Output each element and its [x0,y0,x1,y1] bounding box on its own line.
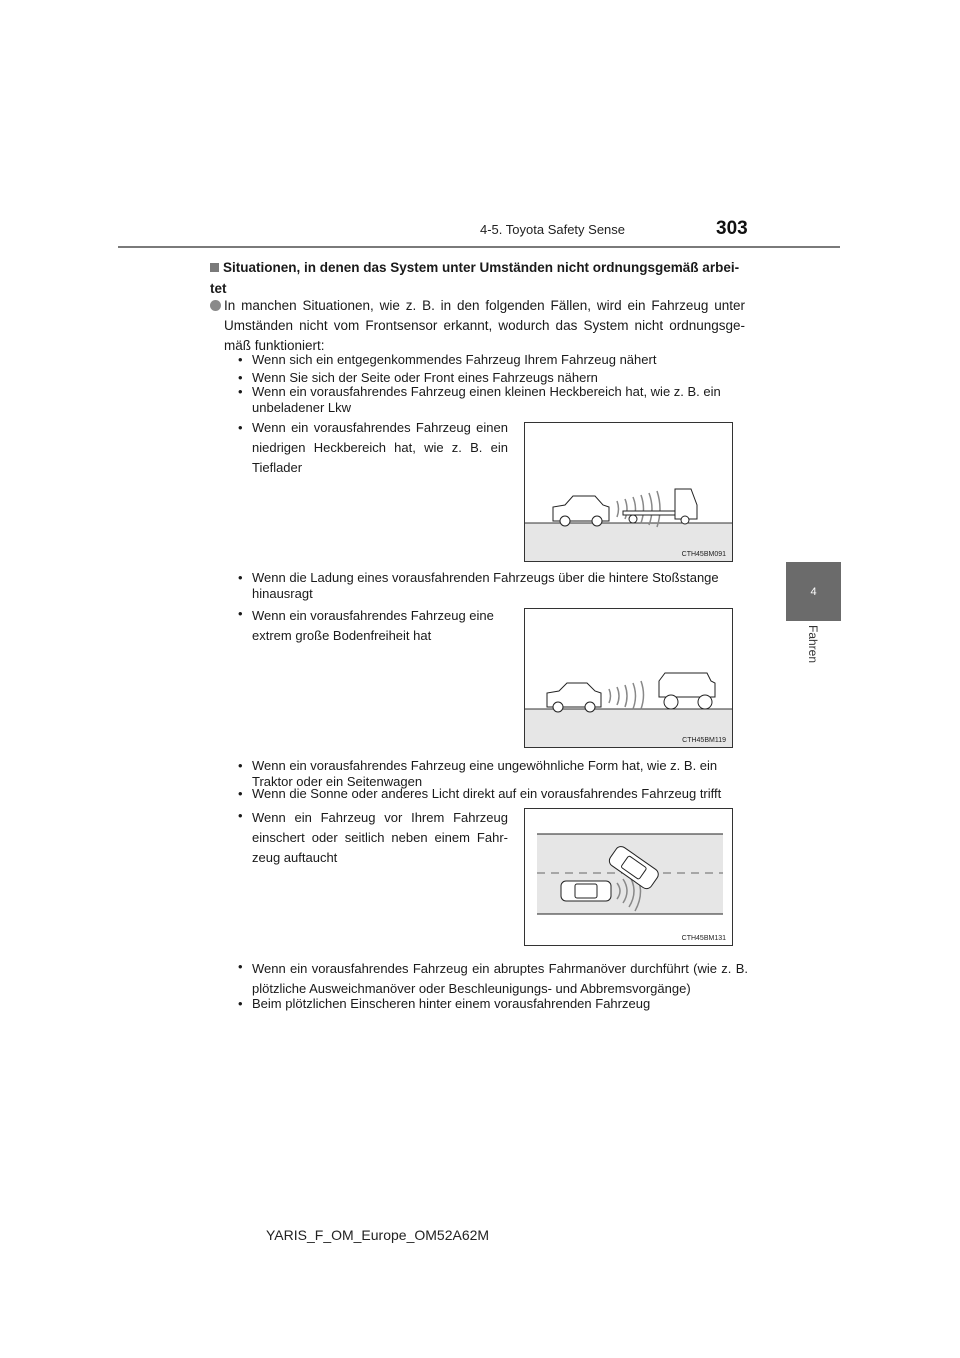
footer-manual-code: YARIS_F_OM_Europe_OM52A62M [266,1227,490,1243]
bullet-marker: • [238,786,243,801]
illustration-lane-cut-in [525,809,732,945]
figure-code: CTH45BM119 [682,737,726,744]
list-item-text: Wenn ein vorausfahrendes Fahrzeug einen niedrigen Heckbereich hat, wie z. B. ein Tieflader [252,420,508,475]
list-item-text: Wenn ein vorausfahrendes Fahrzeug eine ungewöhnliche Form hat, wie z. B. ein Traktor oder ein Seitenwagen [252,758,718,789]
figure-code: CTH45BM131 [681,935,726,942]
list-item-text: Beim plötzlichen Einscheren hinter einem vorausfahrenden Fahrzeug [252,996,651,1011]
list-item-text: Wenn die Ladung eines vorausfahrenden Fahrzeugs über die hintere Stoßstange hinausragt [252,570,719,601]
chapter-tab-number: 4 [810,586,817,598]
intro-text: In manchen Situationen, wie z. B. in den folgenden Fällen, wird ein Fahrzeug unter Umständen nicht vom Frontsensor erkannt, wodurch das System nicht ordnungsge-mäß funktioniert: [224,298,745,353]
section-heading-text: Situationen, in denen das System unter Umständen nicht ordnungsgemäß arbei-tet [210,260,740,296]
circle-bullet-icon [210,300,221,311]
list-item-text: Wenn ein vorausfahrendes Fahrzeug eine extrem große Bodenfreiheit hat [252,608,494,643]
list-item-text: Wenn die Sonne oder anderes Licht direkt auf ein vorausfahrendes Fahrzeug trifft [252,786,722,801]
bullet-marker: • [238,996,243,1011]
figure-high-clearance [524,608,733,748]
bullet-marker: • [238,420,243,435]
illustration-trailer-scene [525,423,732,561]
figure-truck-low-rear [524,422,733,562]
bullet-marker: • [238,352,243,367]
list-item-text: Wenn ein vorausfahrendes Fahrzeug ein abruptes Fahrmanöver durchführt (wie z. B. plötzliche Ausweichmanöver oder Beschleunigungs- und Abbremsvorgänge) [252,961,748,996]
bullet-marker: • [238,606,243,621]
bullet-marker: • [238,570,243,585]
bullet-marker: • [238,384,243,399]
header-section-title: 4-5. Toyota Safety Sense [480,222,626,237]
figure-cut-in [524,808,733,946]
page-number: 303 [716,218,748,239]
list-item-text: Wenn sich ein entgegenkommendes Fahrzeug Ihrem Fahrzeug nähert [252,352,657,367]
list-item-text: Wenn ein vorausfahrendes Fahrzeug einen kleinen Heckbereich hat, wie z. B. ein unbeladener Lkw [252,384,721,415]
bullet-marker: • [238,758,243,773]
bullet-marker: • [238,808,243,823]
bullet-marker: • [238,370,243,385]
header-divider [118,246,840,248]
list-item-text: Wenn Sie sich der Seite oder Front eines Fahrzeugs nähern [252,370,598,385]
figure-code: CTH45BM091 [681,551,726,558]
illustration-high-clearance-scene [525,609,732,747]
square-bullet-icon [210,263,219,272]
intro-paragraph [224,296,745,356]
bullet-marker: • [238,959,243,974]
list-item-text: Wenn ein Fahrzeug vor Ihrem Fahrzeug einschert oder seitlich neben einem Fahr-zeug auftaucht [252,810,508,865]
chapter-tab-label: Fahren [806,625,820,664]
section-heading [210,257,755,299]
